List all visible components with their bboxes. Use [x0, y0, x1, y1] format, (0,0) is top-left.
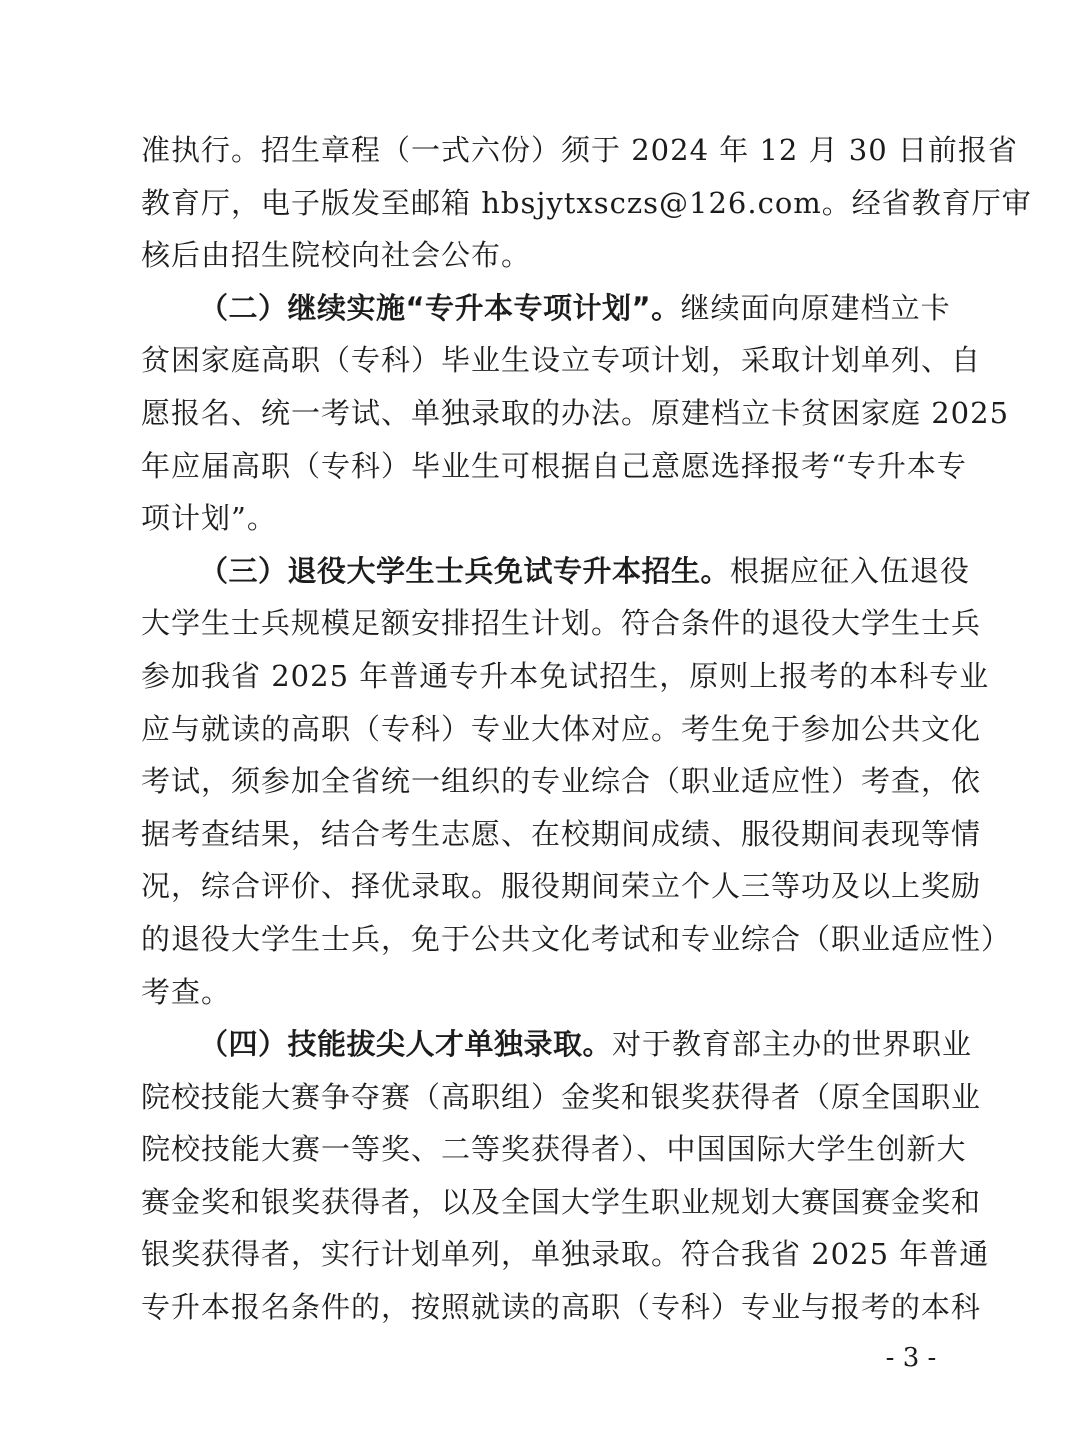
paragraph-3-line-7: 况，综合评价、择优录取。服役期间荣立个人三等功及以上奖励: [141, 869, 982, 904]
paragraph-3-line-1: [141, 545, 971, 598]
paragraph-3-line-4: 应与就读的高职（专科）专业大体对应。考生免于参加公共文化: [141, 711, 982, 746]
paragraph-2-line-4: 年应届高职（专科）毕业生可根据自己意愿选择报考“专升本专: [141, 448, 967, 483]
paragraph-1-line-2: 教育厅，电子版发至邮箱 hbsjytxsczs@126.com。经省教育厅审: [141, 185, 1032, 220]
paragraph-2-line-5: 项计划”。: [141, 501, 277, 536]
section-heading-4: （四）技能拔尖人才单独录取。: [199, 1027, 613, 1062]
paragraph-4-line-6: 专升本报名条件的，按照就读的高职（专科）专业与报考的本科: [141, 1290, 982, 1325]
paragraph-3-line-8: 的退役大学生士兵，免于公共文化考试和专业综合（职业适应性）: [141, 921, 1012, 956]
paragraph-1-line-1: 准执行。招生章程（一式六份）须于 2024 年 12 月 30 日前报省: [141, 133, 1018, 167]
paragraph-2-line-1-text: 继续面向原建档立卡: [680, 290, 951, 325]
section-heading-3: （三）退役大学生士兵免试专升本招生。: [199, 553, 731, 588]
paragraph-4-line-2: 院校技能大赛争夺赛（高职组）金奖和银奖获得者（原全国职业: [141, 1079, 982, 1114]
paragraph-1-line-3: 核后由招生院校向社会公布。: [141, 238, 532, 273]
document-body: [141, 124, 1032, 1334]
section-heading-2: （二）继续实施“专升本专项计划”。: [199, 290, 681, 325]
paragraph-3-line-1-text: 根据应征入伍退役: [730, 553, 971, 588]
paragraph-3-line-2: 大学生士兵规模足额安排招生计划。符合条件的退役大学生士兵: [141, 606, 982, 641]
paragraph-3-line-9: 考查。: [141, 974, 232, 1009]
paragraph-4-line-1: [141, 1018, 973, 1071]
paragraph-4-line-5: 银奖获得者，实行计划单列，单独录取。符合我省 2025 年普通: [141, 1237, 990, 1272]
paragraph-4-line-4: 赛金奖和银奖获得者，以及全国大学生职业规划大赛国赛金奖和: [141, 1184, 982, 1219]
paragraph-3-line-6: 据考查结果，结合考生志愿、在校期间成绩、服役期间表现等情: [141, 816, 982, 851]
paragraph-3-line-3: 参加我省 2025 年普通专升本免试招生，原则上报考的本科专业: [141, 658, 990, 693]
paragraph-3-line-5: 考试，须参加全省统一组织的专业综合（职业适应性）考查，依: [141, 764, 982, 799]
paragraph-4-line-1-text: 对于教育部主办的世界职业: [612, 1027, 973, 1062]
paragraph-2-line-2: 贫困家庭高职（专科）毕业生设立专项计划，采取计划单列、自: [141, 343, 982, 378]
paragraph-2-line-1: [141, 282, 951, 335]
paragraph-4-line-3: 院校技能大赛一等奖、二等奖获得者）、中国国际大学生创新大: [141, 1132, 967, 1167]
paragraph-2-line-3: 愿报名、统一考试、单独录取的办法。原建档立卡贫困家庭 2025: [141, 395, 1010, 430]
page-number: - 3 -: [885, 1343, 937, 1373]
